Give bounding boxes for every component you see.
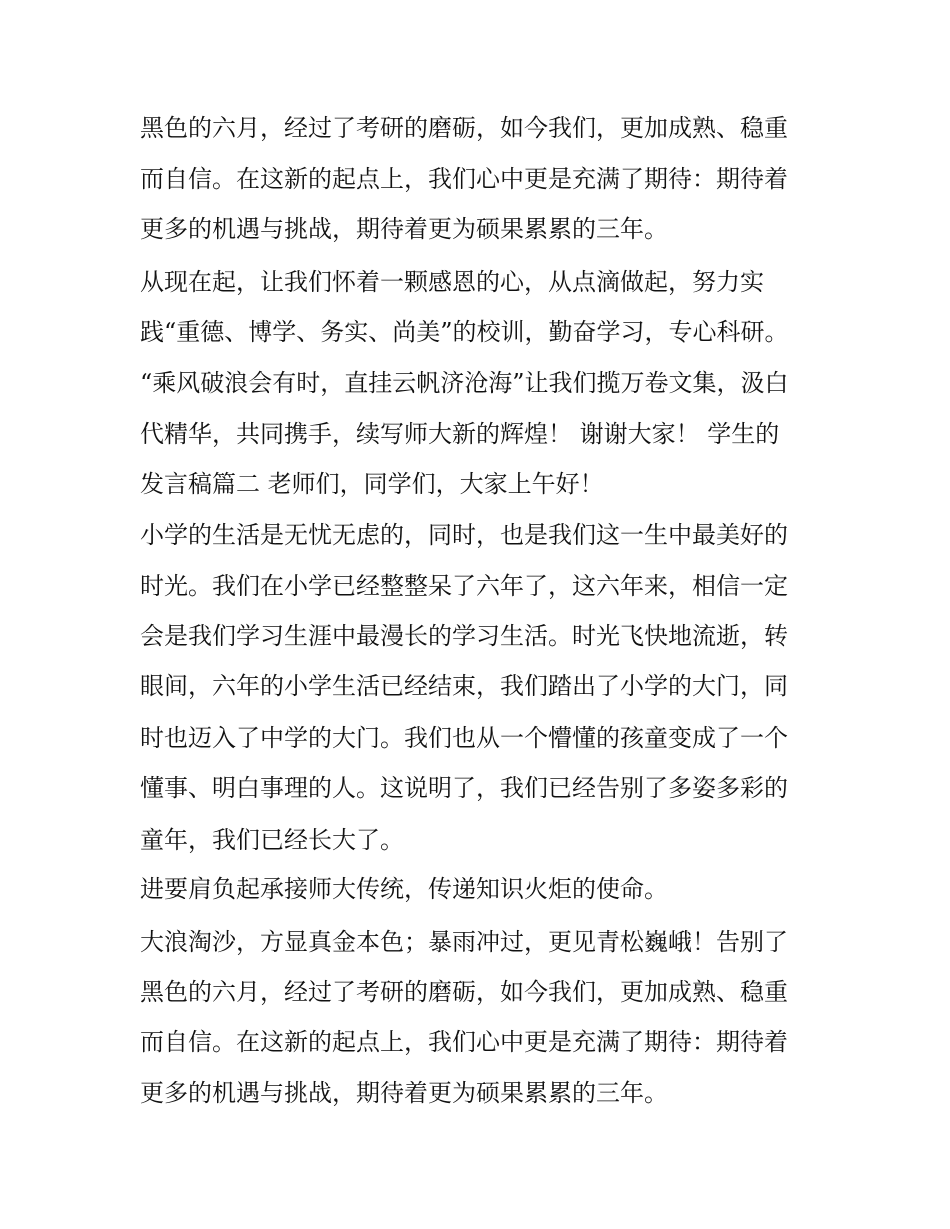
text-line-13: 时也迈入了中学的大门。我们也从一个懵懂的孩童变成了一个 [140,724,788,752]
text-line-12: 眼间，六年的小学生活已经结束，我们踏出了小学的大门，同 [140,672,788,700]
text-line-16: 进要肩负起承接师大传统，传递知识火炬的使命。 [140,875,668,903]
text-line-1: 黑色的六月，经过了考研的磨砺，如今我们，更加成熟、稳重 [140,114,788,142]
text-line-15: 童年，我们已经长大了。 [140,826,404,854]
text-line-3: 更多的机遇与挑战，期待着更为硕果累累的三年。 [140,215,668,243]
text-line-19: 而自信。在这新的起点上，我们心中更是充满了期待：期待着 [140,1028,788,1056]
text-line-5: 践“重德、博学、务实、尚美”的校训，勤奋学习，专心科研。 [140,318,789,346]
text-line-6: “乘风破浪会有时，直挂云帆济沧海”让我们揽万卷文集，汲白 [140,369,789,397]
text-line-8: 发言稿篇二 老师们，同学们，大家上午好！ [140,470,604,498]
text-line-4: 从现在起，让我们怀着一颗感恩的心，从点滴做起，努力实 [140,268,764,296]
text-line-17: 大浪淘沙，方显真金本色；暴雨冲过，更见青松巍峨！告别了 [140,928,788,956]
text-line-14: 懂事、明白事理的人。这说明了，我们已经告别了多姿多彩的 [140,774,788,802]
text-line-2: 而自信。在这新的起点上，我们心中更是充满了期待：期待着 [140,165,788,193]
text-line-11: 会是我们学习生涯中最漫长的学习生活。时光飞快地流逝，转 [140,622,788,650]
text-line-7: 代精华，共同携手，续写师大新的辉煌！ 谢谢大家！ 学生的 [140,420,780,448]
text-line-20: 更多的机遇与挑战，期待着更为硕果累累的三年。 [140,1079,668,1107]
text-line-10: 时光。我们在小学已经整整呆了六年了，这六年来，相信一定 [140,572,788,600]
text-line-18: 黑色的六月，经过了考研的磨砺，如今我们，更加成熟、稳重 [140,978,788,1006]
text-line-9: 小学的生活是无忧无虑的，同时，也是我们这一生中最美好的 [140,521,788,549]
